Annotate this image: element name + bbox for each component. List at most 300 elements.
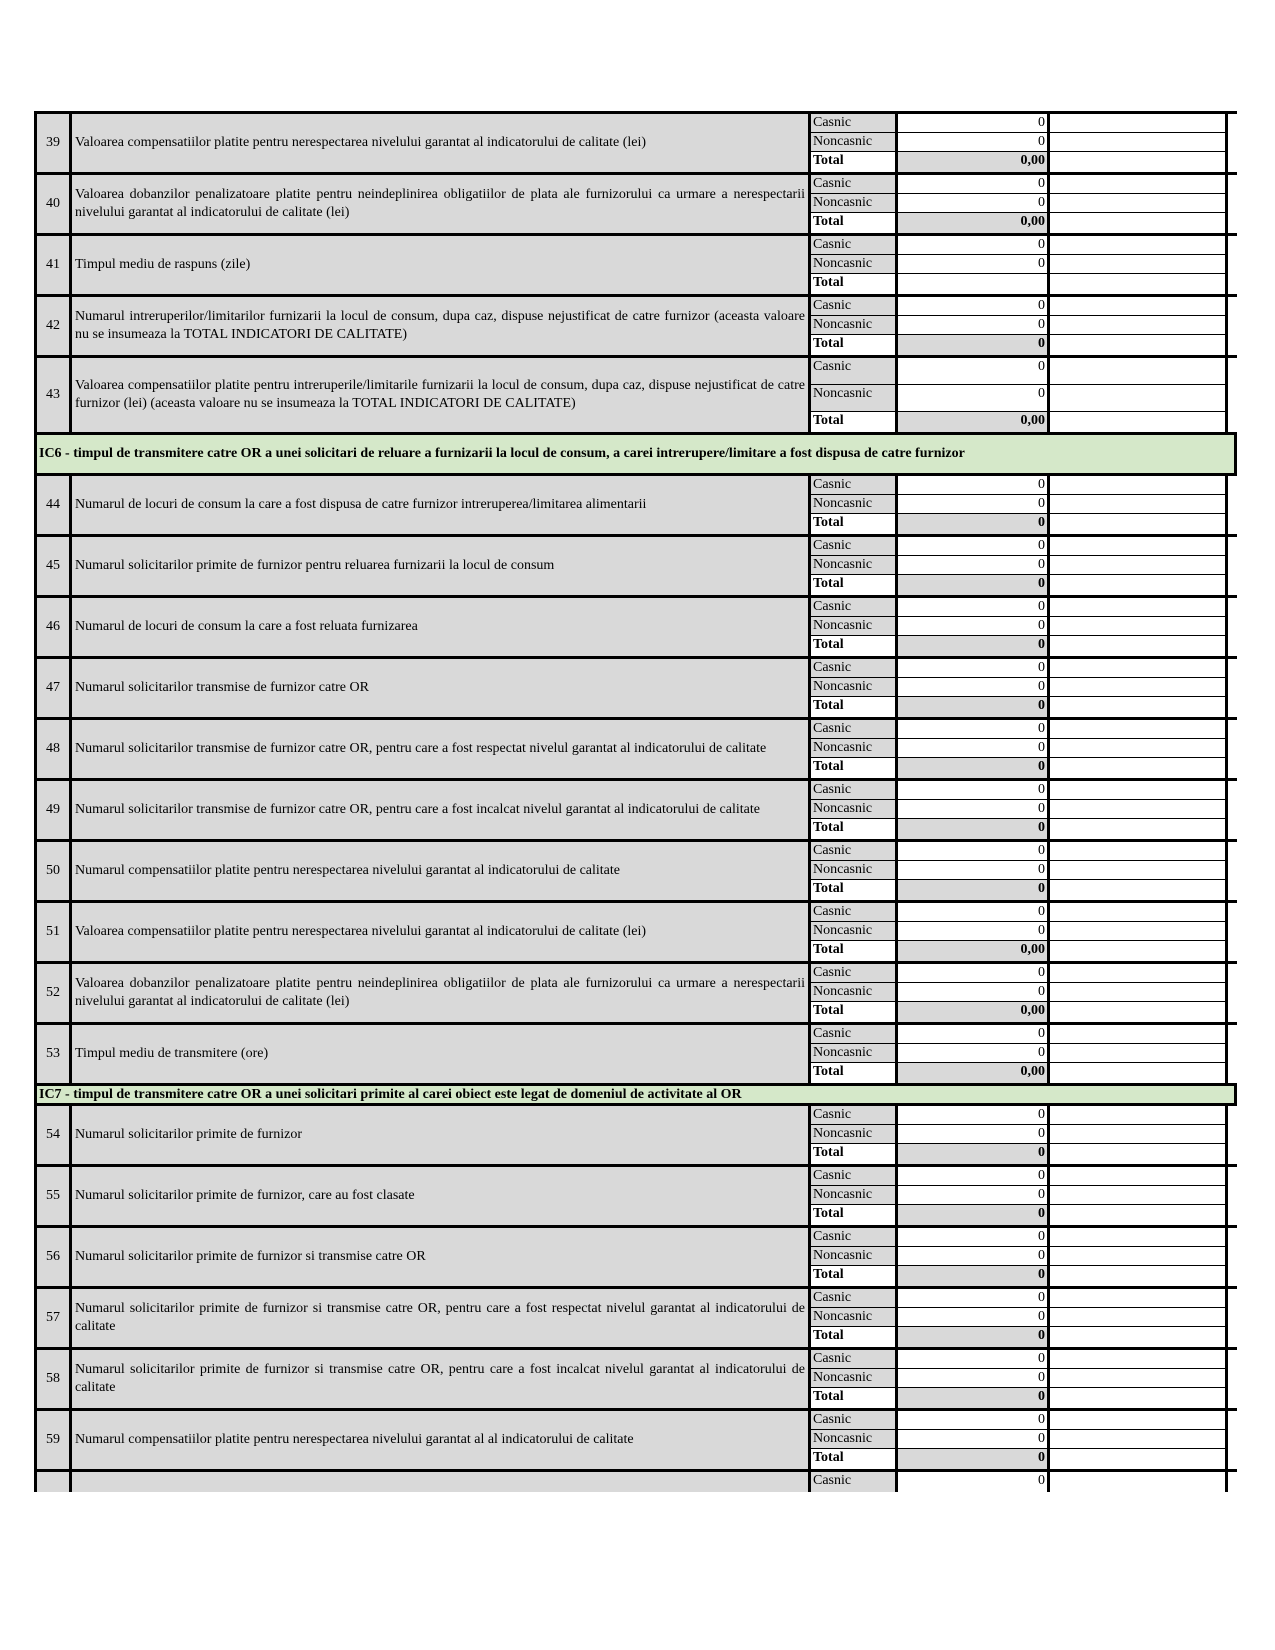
sub-row xyxy=(808,781,1228,800)
empty-cell[interactable] xyxy=(1050,1002,1228,1022)
sub-row xyxy=(808,1289,1228,1308)
row-number: 52 xyxy=(34,964,72,1022)
value-cell[interactable]: 0 xyxy=(898,903,1050,921)
category-label: Casnic xyxy=(808,1025,898,1043)
category-label: Casnic xyxy=(808,720,898,738)
sub-row xyxy=(808,861,1228,880)
value-cell[interactable]: 0 xyxy=(898,358,1050,384)
category-label: Casnic xyxy=(808,842,898,860)
row-number: 51 xyxy=(34,903,72,961)
value-cell[interactable]: 0 xyxy=(898,297,1050,315)
empty-cell[interactable] xyxy=(1050,941,1228,961)
table-row xyxy=(34,236,1237,297)
sub-row xyxy=(808,1327,1228,1347)
value-cell[interactable]: 0 xyxy=(898,476,1050,494)
value-group xyxy=(808,1167,1228,1225)
value-cell[interactable]: 0 xyxy=(898,720,1050,738)
row-description: Numarul compensatiilor platite pentru nerespectarea nivelului garantat al al indicatorului de calitate xyxy=(72,1411,808,1469)
category-label: Noncasnic xyxy=(808,1430,898,1448)
table-row xyxy=(34,1025,1237,1086)
category-label: Total xyxy=(808,1327,898,1347)
empty-cell[interactable] xyxy=(1050,1350,1228,1368)
empty-cell[interactable] xyxy=(1050,194,1228,212)
empty-cell[interactable] xyxy=(1050,819,1228,839)
sub-row xyxy=(808,1167,1228,1186)
row-description: Numarul solicitarilor transmise de furnizor catre OR, pentru care a fost respectat nivelul garantat al indicatorului de calitate xyxy=(72,720,808,778)
category-label: Noncasnic xyxy=(808,316,898,334)
table-row xyxy=(34,1106,1237,1167)
empty-cell[interactable] xyxy=(1050,1044,1228,1062)
sub-row xyxy=(808,1144,1228,1164)
empty-cell[interactable] xyxy=(1050,556,1228,574)
empty-cell[interactable] xyxy=(1050,739,1228,757)
value-group xyxy=(808,598,1228,656)
sub-row xyxy=(808,739,1228,758)
value-cell[interactable]: 0 xyxy=(898,598,1050,616)
category-label: Noncasnic xyxy=(808,800,898,818)
value-cell[interactable]: 0 xyxy=(898,335,1050,355)
section-header: IC6 - timpul de transmitere catre OR a unei solicitari de reluare a furnizarii la locul de consum, a carei intrerupere/limitare a fost dispusa de catre furnizor xyxy=(34,435,1237,476)
sub-row xyxy=(808,1369,1228,1388)
empty-cell[interactable] xyxy=(1050,236,1228,254)
category-label: Noncasnic xyxy=(808,255,898,273)
value-cell[interactable]: 0 xyxy=(898,1205,1050,1225)
value-cell[interactable]: 0 xyxy=(898,255,1050,273)
value-group xyxy=(808,659,1228,717)
sub-row xyxy=(808,678,1228,697)
empty-cell[interactable] xyxy=(1050,880,1228,900)
empty-cell[interactable] xyxy=(1050,175,1228,193)
sub-row xyxy=(808,1125,1228,1144)
empty-cell[interactable] xyxy=(1050,1228,1228,1246)
sub-row xyxy=(808,316,1228,335)
sub-row xyxy=(808,495,1228,514)
value-cell[interactable]: 0 xyxy=(898,133,1050,151)
category-label: Casnic xyxy=(808,358,898,384)
category-label: Total xyxy=(808,514,898,534)
value-group xyxy=(808,358,1228,432)
row-description: Timpul mediu de transmitere (ore) xyxy=(72,1025,808,1083)
sub-row xyxy=(808,880,1228,900)
row-description: Numarul compensatiilor platite pentru nerespectarea nivelului garantat al indicatorului de calitate xyxy=(72,842,808,900)
category-label: Casnic xyxy=(808,236,898,254)
category-label: Casnic xyxy=(808,964,898,982)
row-number: 54 xyxy=(34,1106,72,1164)
row-description: Numarul solicitarilor primite de furnizor si transmise catre OR, pentru care a fost respectat nivelul garantat al indicatorului de calitate xyxy=(72,1289,808,1347)
empty-cell[interactable] xyxy=(1050,983,1228,1001)
value-group xyxy=(808,1289,1228,1347)
value-cell[interactable]: 0 xyxy=(898,114,1050,132)
section-header: IC7 - timpul de transmitere catre OR a unei solicitari primite al carei obiect este legat de domeniul de activitate al OR xyxy=(34,1086,1237,1106)
value-cell[interactable]: 0 xyxy=(898,1369,1050,1387)
value-cell[interactable]: 0 xyxy=(898,1327,1050,1347)
value-cell[interactable]: 0 xyxy=(898,659,1050,677)
row-description: Numarul solicitarilor primite de furnizor xyxy=(72,1106,808,1164)
sub-row xyxy=(808,575,1228,595)
sub-row xyxy=(808,1449,1228,1469)
value-cell[interactable]: 0 xyxy=(898,636,1050,656)
table-row xyxy=(34,781,1237,842)
value-cell[interactable]: 0 xyxy=(898,880,1050,900)
value-cell[interactable]: 0 xyxy=(898,861,1050,879)
sub-row xyxy=(808,1106,1228,1125)
value-cell[interactable]: 0 xyxy=(898,236,1050,254)
category-label: Noncasnic xyxy=(808,133,898,151)
sub-row xyxy=(808,1308,1228,1327)
sub-row xyxy=(808,819,1228,839)
sub-row xyxy=(808,537,1228,556)
category-label: Total xyxy=(808,1002,898,1022)
empty-cell[interactable] xyxy=(1050,1430,1228,1448)
empty-cell[interactable] xyxy=(1050,720,1228,738)
category-label: Noncasnic xyxy=(808,1247,898,1265)
empty-cell[interactable] xyxy=(1050,358,1228,384)
sub-row xyxy=(808,758,1228,778)
value-group xyxy=(808,903,1228,961)
row-number: 49 xyxy=(34,781,72,839)
value-group xyxy=(808,1106,1228,1164)
row-description: Numarul solicitarilor primite de furnizor, care au fost clasate xyxy=(72,1167,808,1225)
empty-cell[interactable] xyxy=(1050,964,1228,982)
value-group xyxy=(808,1228,1228,1286)
row-description: Timpul mediu de raspuns (zile) xyxy=(72,236,808,294)
value-cell[interactable]: 0 xyxy=(898,537,1050,555)
empty-cell[interactable] xyxy=(1050,1247,1228,1265)
row-number: 59 xyxy=(34,1411,72,1469)
row-number: 53 xyxy=(34,1025,72,1083)
value-cell[interactable]: 0 xyxy=(898,983,1050,1001)
category-label: Noncasnic xyxy=(808,739,898,757)
sub-row xyxy=(808,556,1228,575)
value-cell[interactable]: 0,00 xyxy=(898,152,1050,172)
category-label: Noncasnic xyxy=(808,1308,898,1326)
empty-cell[interactable] xyxy=(1050,1449,1228,1469)
category-label: Casnic xyxy=(808,1411,898,1429)
category-label: Total xyxy=(808,1144,898,1164)
table-row xyxy=(34,297,1237,358)
category-label: Total xyxy=(808,575,898,595)
row-description: Numarul de locuri de consum la care a fost dispusa de catre furnizor intreruperea/limitarea alimentarii xyxy=(72,476,808,534)
value-cell[interactable]: 0 xyxy=(898,1266,1050,1286)
sub-row xyxy=(808,514,1228,534)
value-cell[interactable]: 0 xyxy=(898,1186,1050,1204)
sub-row xyxy=(808,697,1228,717)
sub-row xyxy=(808,1430,1228,1449)
empty-cell[interactable] xyxy=(1050,1411,1228,1429)
sub-row xyxy=(808,255,1228,274)
empty-cell[interactable] xyxy=(1050,659,1228,677)
empty-cell[interactable] xyxy=(1050,1025,1228,1043)
value-cell[interactable]: 0 xyxy=(898,1025,1050,1043)
indicator-table xyxy=(34,111,1237,1492)
empty-cell[interactable] xyxy=(1050,1472,1228,1492)
empty-cell[interactable] xyxy=(1050,1186,1228,1204)
category-label: Total xyxy=(808,1266,898,1286)
empty-cell[interactable] xyxy=(1050,678,1228,696)
empty-cell[interactable] xyxy=(1050,1205,1228,1225)
value-cell[interactable]: 0,00 xyxy=(898,941,1050,961)
category-label: Total xyxy=(808,880,898,900)
table-row xyxy=(34,903,1237,964)
category-label: Noncasnic xyxy=(808,983,898,1001)
empty-cell[interactable] xyxy=(1050,903,1228,921)
value-cell[interactable]: 0,00 xyxy=(898,1063,1050,1083)
sub-row xyxy=(808,412,1228,432)
empty-cell[interactable] xyxy=(1050,922,1228,940)
value-cell[interactable]: 0 xyxy=(898,1144,1050,1164)
value-cell[interactable]: 0 xyxy=(898,495,1050,513)
value-cell[interactable]: 0 xyxy=(898,1228,1050,1246)
value-cell[interactable]: 0 xyxy=(898,1125,1050,1143)
category-label: Total xyxy=(808,1388,898,1408)
category-label: Casnic xyxy=(808,903,898,921)
empty-cell[interactable] xyxy=(1050,1369,1228,1387)
row-number: 42 xyxy=(34,297,72,355)
sub-row xyxy=(808,335,1228,355)
empty-cell[interactable] xyxy=(1050,1388,1228,1408)
value-group xyxy=(808,781,1228,839)
category-label: Casnic xyxy=(808,1167,898,1185)
table-row xyxy=(34,111,1237,175)
value-cell[interactable]: 0 xyxy=(898,739,1050,757)
empty-cell[interactable] xyxy=(1050,1289,1228,1307)
category-label: Total xyxy=(808,152,898,172)
empty-cell[interactable] xyxy=(1050,412,1228,432)
empty-cell[interactable] xyxy=(1050,636,1228,656)
value-group xyxy=(808,114,1228,172)
row-number: 41 xyxy=(34,236,72,294)
empty-cell[interactable] xyxy=(1050,316,1228,334)
sub-row xyxy=(808,659,1228,678)
row-description: Valoarea compensatiilor platite pentru nerespectarea nivelului garantat al indicatorului de calitate (lei) xyxy=(72,903,808,961)
value-cell[interactable]: 0 xyxy=(898,781,1050,799)
category-label: Noncasnic xyxy=(808,678,898,696)
value-cell[interactable]: 0 xyxy=(898,1167,1050,1185)
value-cell[interactable]: 0 xyxy=(898,1449,1050,1469)
value-group xyxy=(808,476,1228,534)
value-cell[interactable]: 0 xyxy=(898,1308,1050,1326)
empty-cell[interactable] xyxy=(1050,800,1228,818)
sub-row xyxy=(808,1205,1228,1225)
value-cell[interactable]: 0 xyxy=(898,842,1050,860)
sub-row xyxy=(808,133,1228,152)
empty-cell[interactable] xyxy=(1050,1106,1228,1124)
empty-cell[interactable] xyxy=(1050,255,1228,273)
row-description: Numarul solicitarilor transmise de furnizor catre OR, pentru care a fost incalcat nivelul garantat al indicatorului de calitate xyxy=(72,781,808,839)
category-label: Noncasnic xyxy=(808,1369,898,1387)
sub-row xyxy=(808,1025,1228,1044)
row-description: Numarul solicitarilor primite de furnizor si transmise catre OR xyxy=(72,1228,808,1286)
value-cell[interactable]: 0 xyxy=(898,819,1050,839)
table-row xyxy=(34,720,1237,781)
category-label: Noncasnic xyxy=(808,1044,898,1062)
value-cell[interactable]: 0,00 xyxy=(898,412,1050,432)
row-description xyxy=(72,1472,808,1492)
row-number: 46 xyxy=(34,598,72,656)
sub-row xyxy=(808,194,1228,213)
sub-row xyxy=(808,297,1228,316)
row-number: 39 xyxy=(34,114,72,172)
row-description: Numarul de locuri de consum la care a fost reluata furnizarea xyxy=(72,598,808,656)
value-cell[interactable]: 0 xyxy=(898,175,1050,193)
table-row xyxy=(34,598,1237,659)
table-row xyxy=(34,175,1237,236)
empty-cell[interactable] xyxy=(1050,1327,1228,1347)
row-number: 40 xyxy=(34,175,72,233)
value-group xyxy=(808,537,1228,595)
value-cell[interactable]: 0,00 xyxy=(898,1002,1050,1022)
empty-cell[interactable] xyxy=(1050,385,1228,411)
table-row xyxy=(34,659,1237,720)
category-label: Casnic xyxy=(808,1228,898,1246)
row-number: 47 xyxy=(34,659,72,717)
empty-cell[interactable] xyxy=(1050,1125,1228,1143)
empty-cell[interactable] xyxy=(1050,1144,1228,1164)
value-cell[interactable]: 0 xyxy=(898,1388,1050,1408)
sub-row xyxy=(808,1002,1228,1022)
value-cell[interactable]: 0 xyxy=(898,1430,1050,1448)
sub-row xyxy=(808,964,1228,983)
sub-row xyxy=(808,152,1228,172)
category-label: Casnic xyxy=(808,114,898,132)
category-label: Casnic xyxy=(808,476,898,494)
row-description: Numarul solicitarilor transmise de furnizor catre OR xyxy=(72,659,808,717)
row-description: Valoarea compensatiilor platite pentru nerespectarea nivelului garantat al indicatorului de calitate (lei) xyxy=(72,114,808,172)
sub-row xyxy=(808,1228,1228,1247)
value-cell[interactable]: 0 xyxy=(898,1106,1050,1124)
value-cell[interactable]: 0 xyxy=(898,1289,1050,1307)
value-cell[interactable]: 0 xyxy=(898,758,1050,778)
empty-cell[interactable] xyxy=(1050,861,1228,879)
value-cell[interactable]: 0 xyxy=(898,800,1050,818)
empty-cell[interactable] xyxy=(1050,1063,1228,1083)
sub-row xyxy=(808,1186,1228,1205)
row-number xyxy=(34,1472,72,1492)
value-cell[interactable]: 0 xyxy=(898,1472,1050,1492)
sub-row xyxy=(808,941,1228,961)
value-cell[interactable]: 0,00 xyxy=(898,213,1050,233)
row-number: 43 xyxy=(34,358,72,432)
empty-cell[interactable] xyxy=(1050,114,1228,132)
value-group xyxy=(808,175,1228,233)
table-row xyxy=(34,1289,1237,1350)
sub-row xyxy=(808,1388,1228,1408)
empty-cell[interactable] xyxy=(1050,598,1228,616)
value-group xyxy=(808,1411,1228,1469)
category-label: Total xyxy=(808,213,898,233)
sub-row xyxy=(808,1063,1228,1083)
row-description: Valoarea dobanzilor penalizatoare platite pentru neindeplinirea obligatiilor de plata ale furnizorului ca urmare a nerespectarii nivelului garantat al indicatorului de calitate (lei) xyxy=(72,964,808,1022)
table-row xyxy=(34,1167,1237,1228)
row-description: Numarul solicitarilor primite de furnizor pentru reluarea furnizarii la locul de consum xyxy=(72,537,808,595)
value-group xyxy=(808,1472,1228,1492)
value-cell[interactable]: 0 xyxy=(898,316,1050,334)
category-label: Total xyxy=(808,1205,898,1225)
sub-row xyxy=(808,1411,1228,1430)
value-cell[interactable]: 0 xyxy=(898,964,1050,982)
row-number: 56 xyxy=(34,1228,72,1286)
row-number: 45 xyxy=(34,537,72,595)
sub-row xyxy=(808,1247,1228,1266)
category-label: Casnic xyxy=(808,1106,898,1124)
sub-row xyxy=(808,903,1228,922)
table-row xyxy=(34,842,1237,903)
category-label: Noncasnic xyxy=(808,861,898,879)
empty-cell[interactable] xyxy=(1050,297,1228,315)
value-cell[interactable]: 0 xyxy=(898,1350,1050,1368)
value-cell[interactable]: 0 xyxy=(898,575,1050,595)
empty-cell[interactable] xyxy=(1050,514,1228,534)
empty-cell[interactable] xyxy=(1050,575,1228,595)
row-number: 58 xyxy=(34,1350,72,1408)
value-group xyxy=(808,236,1228,294)
empty-cell[interactable] xyxy=(1050,842,1228,860)
value-cell[interactable]: 0 xyxy=(898,1411,1050,1429)
value-cell[interactable]: 0 xyxy=(898,1044,1050,1062)
sub-row xyxy=(808,175,1228,194)
category-label: Noncasnic xyxy=(808,922,898,940)
empty-cell[interactable] xyxy=(1050,133,1228,151)
empty-cell[interactable] xyxy=(1050,476,1228,494)
row-number: 55 xyxy=(34,1167,72,1225)
value-cell[interactable]: 0 xyxy=(898,1247,1050,1265)
empty-cell[interactable] xyxy=(1050,758,1228,778)
empty-cell[interactable] xyxy=(1050,697,1228,717)
empty-cell[interactable] xyxy=(1050,152,1228,172)
value-group xyxy=(808,964,1228,1022)
value-cell[interactable]: 0 xyxy=(898,617,1050,635)
empty-cell[interactable] xyxy=(1050,213,1228,233)
sub-row xyxy=(808,358,1228,385)
empty-cell[interactable] xyxy=(1050,617,1228,635)
sub-row xyxy=(808,274,1228,294)
row-description: Valoarea compensatiilor platite pentru intreruperile/limitarile furnizarii la locul de consum, dupa caz, dispuse nejustificat de catre furnizor (lei) (aceasta valoare nu se insumeaza la TOTAL INDICATORI DE CALITATE) xyxy=(72,358,808,432)
value-cell[interactable] xyxy=(898,274,1050,294)
empty-cell[interactable] xyxy=(1050,274,1228,294)
sub-row xyxy=(808,1472,1228,1492)
table-row xyxy=(34,1350,1237,1411)
category-label: Total xyxy=(808,941,898,961)
empty-cell[interactable] xyxy=(1050,1266,1228,1286)
row-description: Numarul solicitarilor primite de furnizor si transmise catre OR, pentru care a fost incalcat nivelul garantat al indicatorului de calitate xyxy=(72,1350,808,1408)
value-cell[interactable]: 0 xyxy=(898,514,1050,534)
value-cell[interactable]: 0 xyxy=(898,556,1050,574)
empty-cell[interactable] xyxy=(1050,1308,1228,1326)
category-label: Casnic xyxy=(808,1289,898,1307)
value-cell[interactable]: 0 xyxy=(898,697,1050,717)
sub-row xyxy=(808,476,1228,495)
empty-cell[interactable] xyxy=(1050,1167,1228,1185)
value-cell[interactable]: 0 xyxy=(898,385,1050,411)
category-label: Total xyxy=(808,274,898,294)
category-label: Casnic xyxy=(808,297,898,315)
category-label: Total xyxy=(808,1449,898,1469)
empty-cell[interactable] xyxy=(1050,335,1228,355)
sub-row xyxy=(808,636,1228,656)
value-cell[interactable]: 0 xyxy=(898,678,1050,696)
category-label: Noncasnic xyxy=(808,495,898,513)
category-label: Casnic xyxy=(808,781,898,799)
value-cell[interactable]: 0 xyxy=(898,194,1050,212)
category-label: Noncasnic xyxy=(808,617,898,635)
value-cell[interactable]: 0 xyxy=(898,922,1050,940)
empty-cell[interactable] xyxy=(1050,495,1228,513)
empty-cell[interactable] xyxy=(1050,781,1228,799)
table-row xyxy=(34,964,1237,1025)
value-group xyxy=(808,1350,1228,1408)
empty-cell[interactable] xyxy=(1050,537,1228,555)
value-group xyxy=(808,297,1228,355)
